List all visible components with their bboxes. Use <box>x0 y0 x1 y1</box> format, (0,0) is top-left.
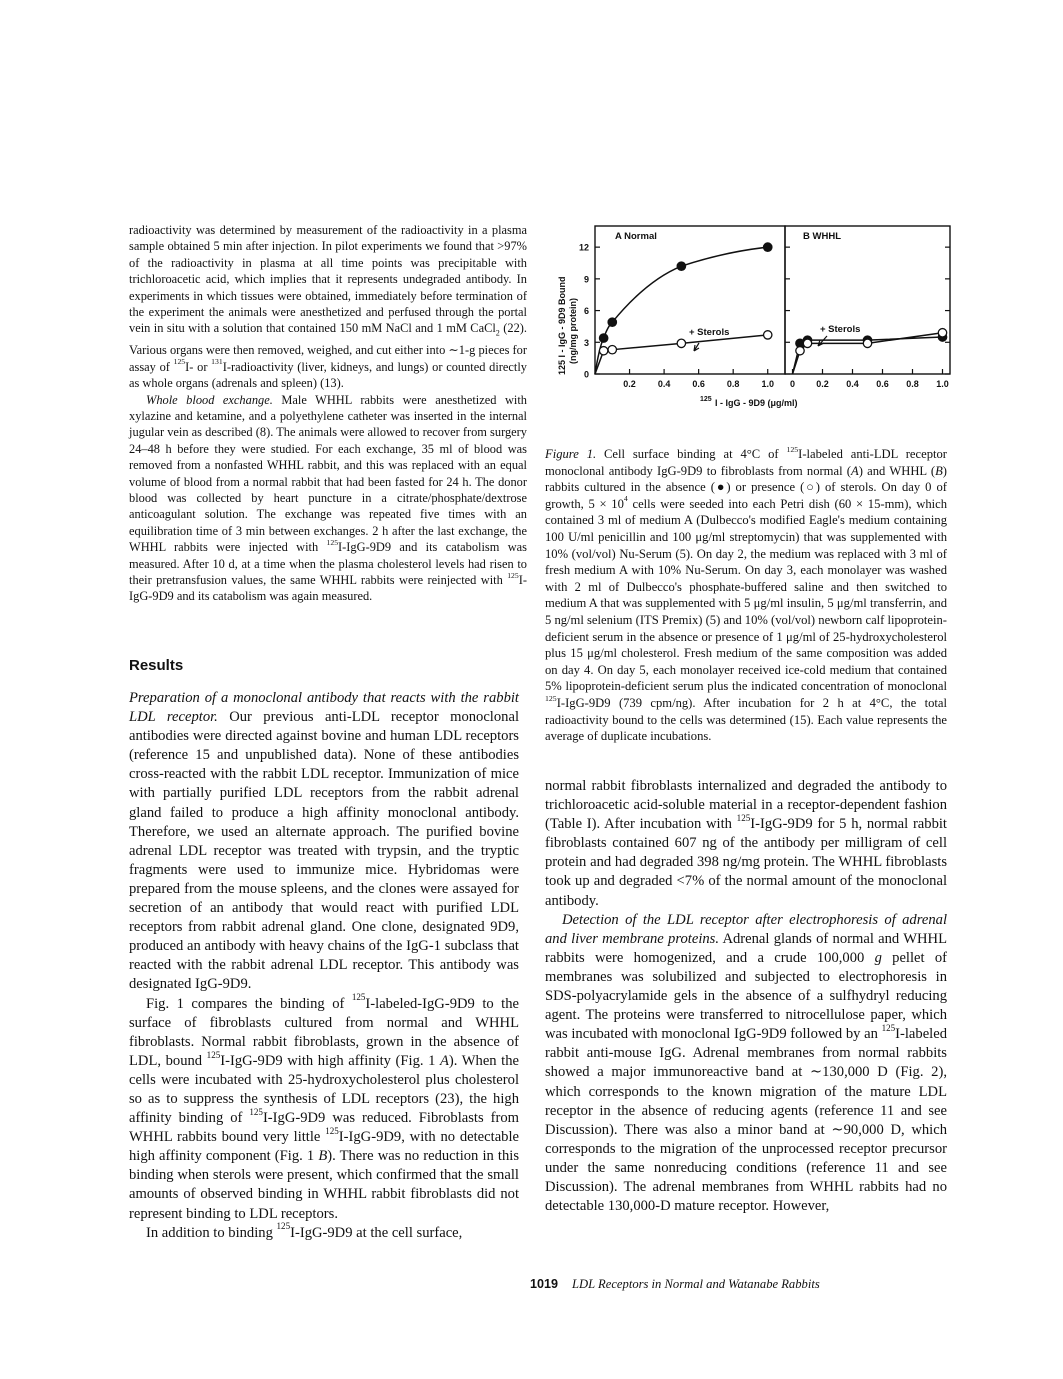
panel-a-no-sterols-point <box>677 262 685 270</box>
panel-a-no-sterols-point <box>599 334 607 342</box>
panel-a-x-tick-label: 1.0 <box>761 379 774 389</box>
panel-b-x-tick-label: 0.6 <box>876 379 889 389</box>
x-axis-label <box>700 396 798 408</box>
x-axis-label-sup: 125 <box>700 396 712 403</box>
panel-b-sterols-point <box>803 339 811 347</box>
panel-b-x-tick-label: 1.0 <box>936 379 949 389</box>
results-paragraph-detection: Detection of the LDL receptor after electrophoresis of adrenal and liver membrane proteins. Adrenal glands of normal and WHHL rabbits were homogenized, and a crude 100,000 g pellet of membranes was solubilized and subjected to electrophoresis in SDS-polyacrylamide gels in the absence of a sulfhydryl reducing agent. The proteins were transferred to nitrocellulose paper, which was incubated with monoclonal IgG-9D9 followed by an $^{125}$I-labeled rabbit anti-mouse IgG. Adrenal membranes from normal rabbits showed a major immunoreactive band at ∼130,000 D (Fig. 2), which corresponds to the known migration of the mature LDL receptor in the absence of reducing agents (reference 11 and see Discussion). There was also a minor band at ∼90,000 D, which corresponds to the migration of the unprocessed receptor precursor under the same nonreducing conditions (reference 11 and see Discussion). The adrenal membranes from WHHL rabbits had no detectable 130,000-D mature receptor. However, <box>545 911 947 1215</box>
y-axis-label-line2: (ng/mg protein) <box>568 298 578 364</box>
panel-a-x-tick-label: 0.8 <box>726 379 740 389</box>
axis-ticks <box>579 243 950 389</box>
y-tick-label: 9 <box>583 274 589 285</box>
panel-a-label: A Normal <box>615 231 657 242</box>
y-axis-label-line1: 125 I - IgG - 9D9 Bound <box>557 276 567 375</box>
page-number: 1019 <box>530 1277 559 1291</box>
x-axis-label-text: I - IgG - 9D9 (μg/ml) <box>715 398 798 408</box>
panel-a-sterols-point <box>677 339 685 347</box>
running-title: LDL Receptors in Normal and Watanabe Rabbits <box>572 1277 820 1291</box>
results-heading: Results <box>129 657 184 674</box>
panel-a-sterols-arrow <box>694 343 699 351</box>
methods-section <box>129 222 527 605</box>
panel-b-label: B WHHL <box>803 231 841 242</box>
panel-a-sterols-point <box>608 345 616 353</box>
panel-b-x-tick-label: 0 <box>789 379 796 389</box>
panel-b-sterols-point <box>796 347 804 355</box>
panel-a-sterols-label: + Sterols <box>689 327 730 338</box>
panel-b-x-tick-label: 0.4 <box>846 379 859 389</box>
y-tick-label: 3 <box>583 337 589 348</box>
figure-1-chart <box>545 218 965 428</box>
y-axis-label <box>557 276 578 375</box>
panel-b-x-tick-label: 0.8 <box>906 379 919 389</box>
results-section <box>129 689 519 1243</box>
panel-b-sterols-point <box>938 329 946 337</box>
methods-paragraph-blood-exchange: Whole blood exchange. Male WHHL rabbits were anesthetized with xylazine and ketamine, and a polyethylene catheter was inserted in the internal jugular vein as described (8). The animals were allowed to recover from surgery 24–48 h before they were studied. For each exchange, 35 ml of blood was removed from a nonfasted WHHL rabbit, and this was replaced with an equal volume of blood from a normal rabbit that had been fasted for 24 h. The donor blood was collected by heart puncture in a citrate/phosphate/dextrose anticoagulant solution. The exchange was repeated five times with an equilibration time of 3 min between exchanges. 2 h after the last exchange, the WHHL rabbits were injected with $^{125}$I-IgG-9D9 and its catabolism was measured. After 10 d, at a time when the plasma cholesterol levels had risen to their pretransfusion values, the same WHHL rabbits were reinjected with $^{125}$I-IgG-9D9 and its catabolism was again measured. <box>129 392 528 604</box>
panel-b-x-tick-label: 0.2 <box>816 379 829 389</box>
y-tick-label: 0 <box>583 369 589 380</box>
panel-a-x-tick-label: 0.6 <box>692 379 705 389</box>
page-footer <box>530 1277 820 1292</box>
panel-b-sterols-arrow <box>818 336 827 346</box>
methods-paragraph-radioactivity: radioactivity was determined by measurement of the radioactivity in a plasma sample obtained 5 min after injection. In pilot experiments we found that >97% of the radioactivity in plasma at all time points was precipitable with trichloroacetic acid, which implies that it represents undegraded antibody. In experiments in which tissues were obtained, immediately before termination of the experiment the animals were anesthetized and perfused through the portal vein in situ with a solution that contained 150 mM NaCl and 1 mM CaCl$_2$ (22). Various organs were then removed, weighed, and cut either into ∼1-g pieces for assay of $^{125}$I- or $^{131}$I-radioactivity (liver, kidneys, and lungs) or counted directly as whole organs (adrenals and spleen) (13). <box>129 223 527 391</box>
panel-a-x-tick-label: 0.4 <box>657 379 671 389</box>
chart-marks <box>595 243 947 374</box>
figure-1-caption: Figure 1. Cell surface binding at 4°C of $^{125}$I-labeled anti-LDL receptor monoclonal antibody IgG-9D9 to fibroblasts from normal (A) and WHHL (B) rabbits cultured in the absence (●) or presence (○) of sterols. On day 0 of growth, $5 \times 10^4$ cells were seeded into each Petri dish (60 × 15-mm), which contained 3 ml of medium A (Dulbecco's modified Eagle's medium containing 100 U/ml penicillin and 100 μg/ml streptomycin) that was supplemented with 10% (vol/vol) Nu-Serum (5). On day 2, the medium was replaced with 3 ml of fresh medium A with 10% Nu-Serum. On day 3, each monolayer was washed with 2 ml of Dulbecco's phosphate-buffered saline and then switched to medium A that was supplemented with 5 μg/ml insulin, 5 μg/ml transferrin, and 5 ng/ml selenium (ITS Premix) (5) and 10% (vol/vol) newborn calf lipoprotein-deficient serum in the absence or presence of 1 μg/ml of 25-hydroxycholesterol plus 15 μg/ml cholesterol. Fresh medium of the same composition was added on day 4. On day 5, each monolayer received ice-cold medium that contained 5% lipoprotein-deficient serum plus the indicated concentration of monoclonal $^{125}$I-IgG-9D9 (739 cpm/ng). After incubation for 2 h at 4°C, the total radioactivity bound to the cells was determined (15). Each value represents the average of duplicate incubations. <box>545 444 947 744</box>
results-paragraph-fig1: Fig. 1 compares the binding of $^{125}$I-labeled-IgG-9D9 to the surface of fibroblasts cultured from normal and WHHL fibroblasts. Normal rabbit fibroblasts, grown in the absence of LDL, bound $^{125}$I-IgG-9D9 with high affinity (Fig. 1 A). When the cells were incubated with 25-hydroxycholesterol plus cholesterol so as to suppress the synthesis of LDL receptors (23), the high affinity binding of $^{125}$I-IgG-9D9 was reduced. Fibroblasts from WHHL rabbits bound very little $^{125}$I-IgG-9D9, with no detectable high affinity component (Fig. 1 B). There was no reduction in this binding when sterols were present, which confirmed that the small amounts of observed binding in WHHL rabbit fibroblasts did not represent binding to LDL receptors. <box>129 992 520 1222</box>
panel-a-sterols-point <box>599 347 607 355</box>
panel-a-no-sterols-point <box>764 243 772 251</box>
panel-a-x-tick-label: 0.2 <box>623 379 636 389</box>
panel-b-sterols-label: + Sterols <box>820 324 861 335</box>
panel-a-no-sterols-point <box>608 318 616 326</box>
right-column-text <box>545 777 947 1216</box>
y-tick-label: 6 <box>583 306 589 317</box>
results-paragraph-degradation: normal rabbit fibroblasts internalized and degraded the antibody to trichloroacetic acid-soluble material in a receptor-dependent fashion (Table I). After incubation with $^{125}$I-IgG-9D9 for 5 h, normal rabbit fibroblasts contained 607 ng of the antibody per milligram of cell protein and had degraded 398 ng/mg protein. The WHHL fibroblasts took up and degraded <7% of the normal amount of the monoclonal antibody. <box>545 778 947 909</box>
panel-b-sterols-point <box>863 339 871 347</box>
panel-b-frame <box>785 226 950 374</box>
results-paragraph-preparation: Preparation of a monoclonal antibody that reacts with the rabbit LDL receptor. Our previous anti-LDL receptor monoclonal antibodies were directed against bovine and human LDL receptors (reference 15 and unpublished data). None of these antibodies cross-reacted with the rabbit LDL receptor. Immunization of mice with partially purified LDL receptors from the rabbit adrenal gland failed to produce a high affinity monoclonal antibody. Therefore, we used an alternate approach. The purified bovine adrenal LDL receptor was treated with trypsin, and the tryptic fragments were used to immunize mice. Hybridomas were prepared from the mouse spleens, and the clones were assayed for secretion of an antibody that would react with purified LDL receptors from rabbit adrenal gland. One clone, designated 9D9, produced an antibody with heavy chains of the IgG-1 subclass that reacted with the rabbit adrenal LDL receptor. This antibody was designated IgG-9D9. <box>129 690 519 993</box>
y-tick-label: 12 <box>578 242 589 253</box>
results-paragraph-binding: In addition to binding $^{125}$I-IgG-9D9 at the cell surface, <box>146 1221 463 1241</box>
caption-label: Figure 1. <box>545 447 597 461</box>
panel-a-sterols-point <box>764 331 772 339</box>
